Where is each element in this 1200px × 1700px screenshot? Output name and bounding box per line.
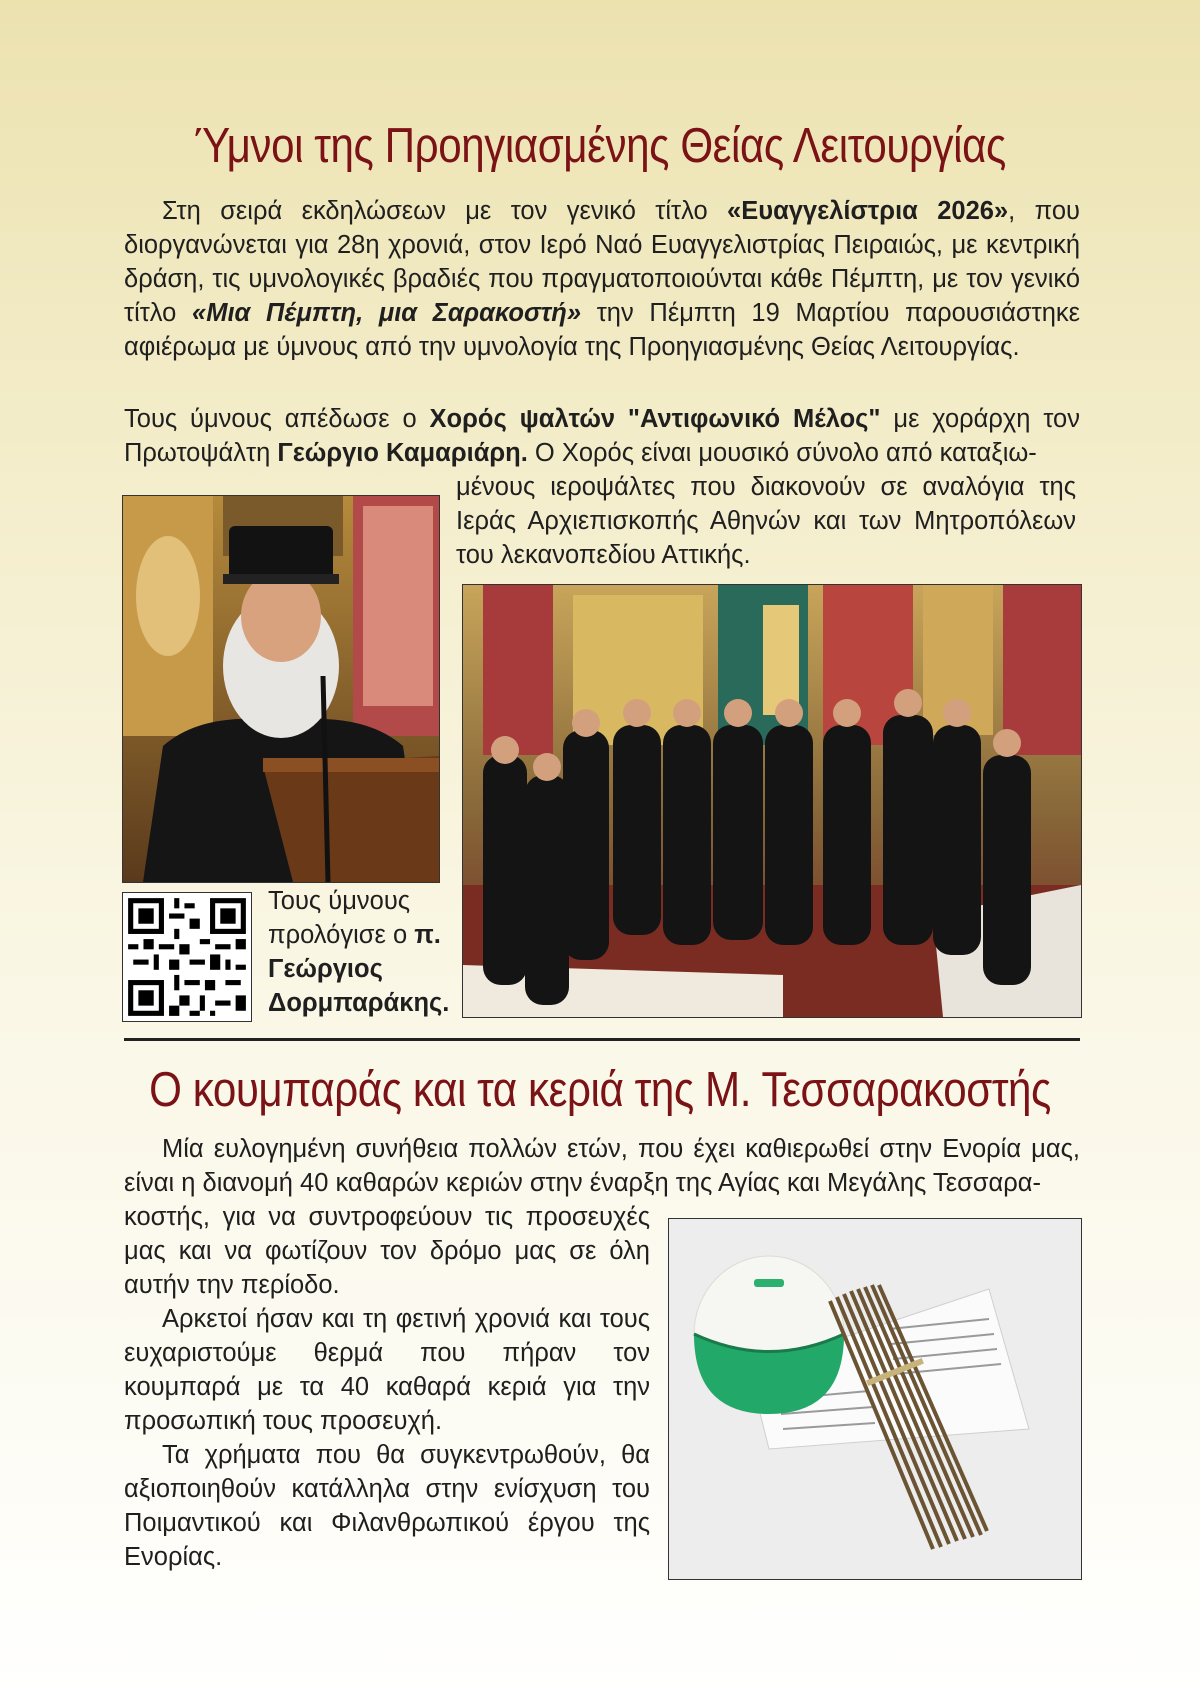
article-1-paragraph-2 xyxy=(124,402,1080,470)
priest-caption-name: π. Γεώργιος Δορμπαράκης. xyxy=(268,921,450,1017)
priest-photo xyxy=(122,495,440,883)
article-1-p2-bold-choirmaster: Γεώργιο Καμαριάρη. xyxy=(277,439,528,467)
article-2-paragraph-2: Αρκετοί ήσαν και τη φετινή χρονιά και τους ευχαριστούμε θερμά που πήραν τον κουμπαρά με τα 40 καθαρά κεριά για την προσωπική τους προσευχή. xyxy=(124,1305,650,1435)
article-1-title: Ύμνοι της Προηγιασμένης Θείας Λειτουργίας xyxy=(194,119,1006,173)
candles-photo xyxy=(668,1218,1082,1580)
article-1-p2-bold-choir: Χορός ψαλτών "Αντιφωνικό Μέλος" xyxy=(429,405,881,433)
article-2-paragraph-3: Τα χρήματα που θα συγκεντρωθούν, θα αξιοποιηθούν κατάλληλα στην ενίσχυση του Ποιμαντικού και Φιλανθρωπικού έργου της Ενορίας. xyxy=(124,1441,650,1571)
article-1-p1-text-a: Στη σειρά εκδηλώσεων με τον γενικό τίτλο xyxy=(162,197,728,225)
section-divider xyxy=(124,1038,1080,1041)
article-1-p2-text-b: με χοράρχη τον Πρωτοψάλτη xyxy=(124,405,1080,467)
article-1-p2-text-c: Ο Χορός είναι μουσικό σύνολο από καταξιω- xyxy=(527,439,1037,467)
article-1-p1-text-b: , που διοργανώνεται για 28η χρονιά, στον Ιερό Ναό Ευαγγελιστρίας Πειραιώς, με κεντρική δράση, τις υμνολογικές βραδιές που πραγματοποιούνται κάθε Πέμπτη, με τον γενικό τίτλο xyxy=(124,197,1080,327)
article-1-p1-bold-event: «Ευαγγελίστρια 2026» xyxy=(727,197,1009,225)
article-1-paragraph-1 xyxy=(124,194,1080,364)
priest-caption xyxy=(268,884,448,1020)
qr-code-icon[interactable] xyxy=(122,892,252,1022)
priest-caption-text: Τους ύμνους προλόγισε ο xyxy=(268,887,415,949)
article-1-p1-bold-series: «Μια Πέμπτη, μια Σαρακοστή» xyxy=(192,299,582,327)
article-1-p2-text-a: Τους ύμνους απέδωσε ο xyxy=(124,405,430,433)
choir-photo xyxy=(462,584,1082,1018)
article-2-paragraph-1-continued: κοστής, για να συντροφεύουν τις προσευχές μας και να φωτίζουν τον δρόμο μας σε όλη αυτήν την περίοδο. xyxy=(124,1203,650,1299)
article-1-paragraph-2-continued: μένους ιεροψάλτες που διακονούν σε αναλόγια της Ιεράς Αρχιεπισκοπής Αθηνών και των Μητροπόλεων του λεκανοπεδίου Αττικής. xyxy=(456,473,1076,569)
article-2-paragraph-1: Μία ευλογημένη συνήθεια πολλών ετών, που έχει καθιερωθεί στην Ενορία μας, είναι η διανομή 40 καθαρών κεριών στην έναρξη της Αγίας και Μεγάλης Τεσσαρα- xyxy=(124,1135,1080,1197)
article-1-p1-text-c: την Πέμπτη 19 Μαρτίου παρουσιάστηκε αφιέρωμα με ύμνους από την υμνολογία της Προηγιασμένης Θείας Λειτουργίας. xyxy=(124,299,1080,361)
article-2-title: Ο κουμπαράς και τα κεριά της Μ. Τεσσαρακοστής xyxy=(149,1063,1051,1117)
